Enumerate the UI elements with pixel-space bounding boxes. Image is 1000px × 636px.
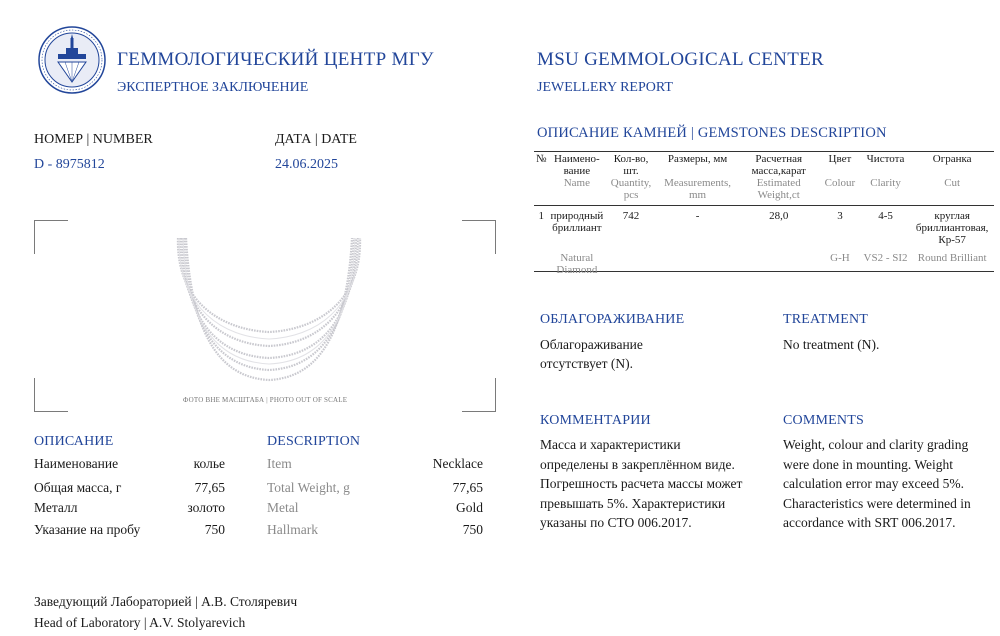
gemstones-heading: ОПИСАНИЕ КАМНЕЙ | GEMSTONES DESCRIPTION	[537, 125, 887, 141]
col-header: Цвет	[828, 153, 852, 165]
comments-text-en	[783, 435, 971, 533]
frame-corner	[462, 378, 496, 412]
col-header: Кол-во, шт.	[613, 153, 649, 177]
desc-label-en: Total Weight, g	[267, 480, 350, 495]
desc-label-ru: Наименование	[34, 456, 119, 471]
comments-text-ru	[540, 435, 742, 533]
treatment-heading-en: TREATMENT	[783, 312, 869, 327]
col-header-en: Clarity	[870, 177, 901, 189]
signature-en: Head of Laboratory | A.V. Stolyarevich	[34, 615, 246, 630]
cell-clarity-en: VS2 - SI2	[863, 252, 908, 264]
cell-weight: 28,0	[769, 210, 789, 222]
photo-frame	[34, 220, 496, 412]
description-heading-en: DESCRIPTION	[267, 434, 361, 449]
header-title-ru: ГЕММОЛОГИЧЕСКИЙ ЦЕНТР МГУ	[117, 49, 434, 70]
comments-heading-ru: КОММЕНТАРИИ	[540, 413, 651, 428]
treatment-text-ru-2: отсутствует (N).	[540, 356, 634, 371]
header-title-en: MSU GEMMOLOGICAL CENTER	[537, 49, 824, 70]
col-header: Огранка	[932, 153, 972, 165]
desc-label-ru: Указание на пробу	[34, 522, 141, 537]
comments-heading-en: COMMENTS	[783, 413, 864, 428]
table-row-en	[534, 246, 994, 278]
frame-corner	[34, 220, 68, 254]
col-header-en: Measurements, mm	[664, 177, 732, 201]
comment-line: Weight, colour and clarity grading	[783, 437, 969, 452]
desc-label-en: Hallmark	[267, 522, 318, 537]
treatment-text-en: No treatment (N).	[783, 337, 880, 352]
header-subtitle-ru: ЭКСПЕРТНОЕ ЗАКЛЮЧЕНИЕ	[117, 80, 309, 95]
comment-line: превышать 5%. Характеристики	[540, 495, 726, 511]
msu-emblem-icon	[38, 26, 106, 94]
comment-line: calculation error may exceed 5%.	[783, 476, 965, 491]
cell-number: 1	[538, 210, 544, 222]
col-header-en: Cut	[944, 177, 961, 189]
necklace-photo	[164, 234, 374, 384]
desc-value-en: Necklace	[432, 456, 483, 471]
col-header: Расчетная масса,карат	[751, 153, 806, 177]
desc-value-ru: 750	[204, 522, 225, 537]
cell-colour-en: G-H	[830, 252, 850, 264]
desc-value-en: 750	[462, 522, 483, 537]
cell-name-en: Natural Diamond	[556, 252, 598, 276]
signature-ru: Заведующий Лабораторией | А.В. Столяревич	[34, 594, 298, 609]
frame-corner	[34, 378, 68, 412]
desc-value-ru: 77,65	[194, 480, 225, 495]
col-header-en: Colour	[824, 177, 856, 189]
comment-line: Погрешность расчета массы может	[540, 476, 743, 491]
gemstones-table	[534, 150, 994, 278]
desc-label-ru: Общая масса, г	[34, 480, 122, 495]
cell-cut: круглая бриллиантовая, Кр-57	[915, 210, 989, 246]
col-header: Наимено-вание	[554, 153, 600, 177]
col-header: Чистота	[866, 153, 905, 165]
desc-value-ru: колье	[193, 456, 225, 471]
col-header-en: Estimated Weight,ct	[756, 177, 801, 201]
date-label: ДАТА | DATE	[275, 132, 357, 147]
cell-measurements-en	[657, 246, 738, 278]
number-value: D - 8975812	[34, 157, 105, 172]
desc-label-ru: Металл	[34, 500, 78, 515]
header-subtitle-en: JEWELLERY REPORT	[537, 80, 673, 95]
cell-colour: 3	[837, 210, 843, 222]
number-label: НОМЕР | NUMBER	[34, 132, 153, 147]
comment-line: Characteristics were determined in	[783, 495, 971, 511]
date-value: 24.06.2025	[275, 157, 338, 172]
cell-clarity: 4-5	[878, 210, 893, 222]
cell-weight-en	[738, 246, 819, 278]
treatment-text-ru-1: Облагораживание	[540, 337, 643, 352]
treatment-heading-ru: ОБЛАГОРАЖИВАНИЕ	[540, 312, 685, 327]
cell-measurements: -	[695, 210, 700, 222]
desc-value-en: 77,65	[452, 480, 483, 495]
photo-note: ФОТО ВНЕ МАСШТАБА | PHOTO OUT OF SCALE	[182, 396, 348, 404]
comment-line: указаны по СТО 006.2017.	[540, 515, 692, 530]
cell-quantity: 742	[622, 210, 640, 222]
table-header-ru	[534, 150, 994, 177]
frame-corner	[462, 220, 496, 254]
desc-value-en: Gold	[456, 500, 483, 515]
cell-number-en	[534, 246, 549, 278]
col-header: №	[536, 153, 547, 165]
comment-line: Масса и характеристики	[540, 437, 681, 452]
col-header-en: Quantity, pcs	[610, 177, 652, 201]
desc-label-en: Item	[267, 456, 292, 471]
comment-line: were done in mounting. Weight	[783, 456, 954, 472]
table-row	[534, 205, 994, 246]
comment-line: accordance with SRT 006.2017.	[783, 515, 956, 530]
cell-quantity-en	[605, 246, 657, 278]
desc-label-en: Metal	[267, 500, 299, 515]
comment-line: определены в закреплённом виде.	[540, 456, 735, 472]
description-heading-ru: ОПИСАНИЕ	[34, 434, 114, 449]
cell-name: природный бриллиант	[550, 210, 604, 234]
cell-cut-en: Round Brilliant	[917, 252, 987, 264]
table-header-en	[534, 177, 994, 205]
col-header: Размеры, мм	[667, 153, 728, 165]
desc-value-ru: золото	[187, 500, 225, 515]
col-header-en	[534, 177, 549, 205]
col-header-en: Name	[563, 177, 590, 189]
